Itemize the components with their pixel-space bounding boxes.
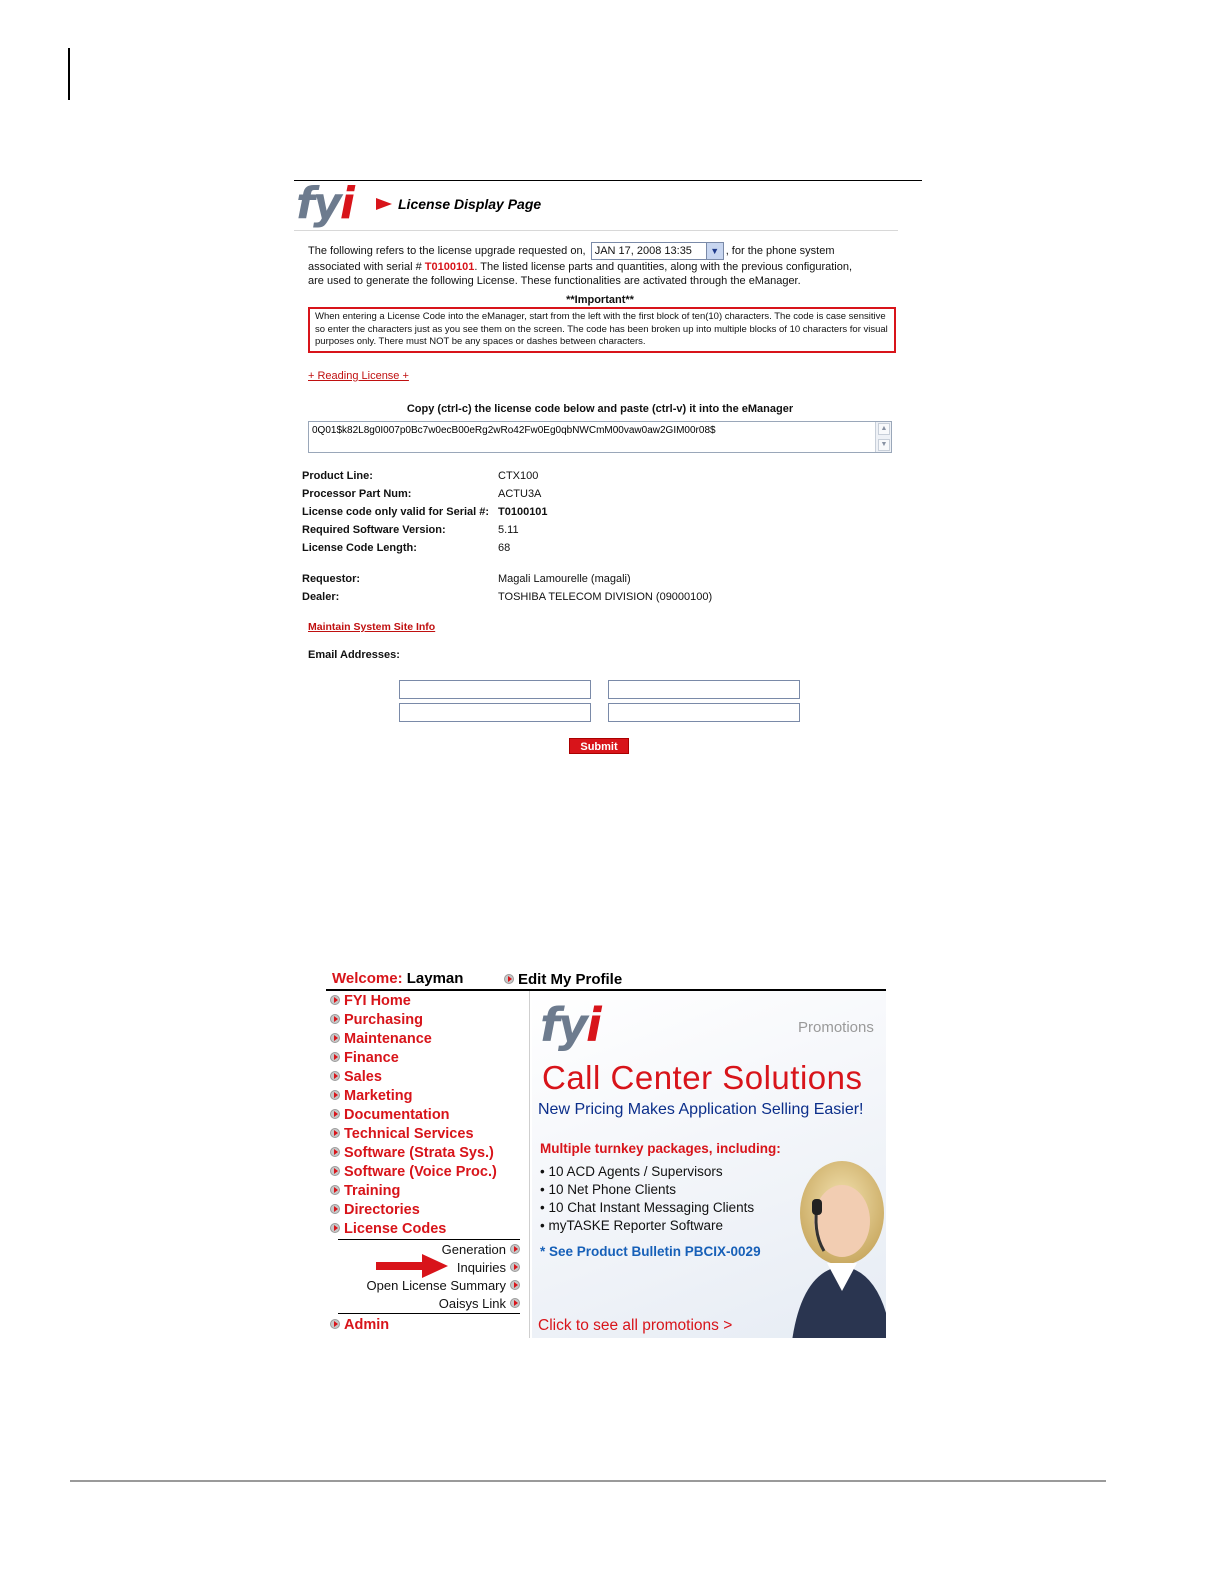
promo-bullet: • 10 Net Phone Clients <box>540 1182 677 1197</box>
promo-bullet: • myTASKE Reporter Software <box>540 1218 724 1233</box>
requestor-value: Magali Lamourelle (magali) <box>498 573 631 585</box>
promo-packages-heading: Multiple turnkey packages, including: <box>540 1141 781 1156</box>
scroll-up-icon[interactable]: ▲ <box>878 423 890 435</box>
menu-item-marketing[interactable]: Marketing <box>330 1088 413 1104</box>
menu-item-directories[interactable]: Directories <box>330 1202 420 1218</box>
menu-item-fyi-home[interactable]: FYI Home <box>330 993 411 1009</box>
license-code-textarea[interactable] <box>308 421 892 453</box>
arrow-bullet-icon <box>330 1109 340 1119</box>
software-version-value: 5.11 <box>498 524 519 536</box>
processor-part-label: Processor Part Num: <box>302 488 412 500</box>
call-agent-photo <box>772 1141 886 1338</box>
menu-item-software-voice[interactable]: Software (Voice Proc.) <box>330 1164 497 1180</box>
submenu-item-open-license-summary[interactable]: Open License Summary <box>367 1278 520 1293</box>
header-top-line <box>294 180 922 181</box>
valid-serial-value: T0100101 <box>498 506 548 518</box>
page-margin-rule <box>68 48 70 100</box>
fyi-logo: fyi <box>296 178 353 229</box>
submenu-top-rule <box>338 1239 520 1240</box>
arrow-bullet-icon <box>510 1280 520 1290</box>
intro-text: The following refers to the license upgrade requested on, JAN 17, 2008 13:35 ▼ , for the phone system associated with serial # T0100101. The listed license parts and quantities, along with the previous configuration, are used to generate the following License. These functionalities are activated through the eManager. <box>308 242 898 288</box>
valid-serial-label: License code only valid for Serial #: <box>302 506 490 518</box>
menu-item-admin[interactable]: Admin <box>330 1317 389 1333</box>
arrow-bullet-icon <box>330 1014 340 1024</box>
menu-item-software-strata[interactable]: Software (Strata Sys.) <box>330 1145 494 1161</box>
license-display-screenshot <box>294 178 922 778</box>
arrow-bullet-icon <box>330 1033 340 1043</box>
arrow-bullet-icon <box>330 1128 340 1138</box>
arrow-bullet-icon <box>330 995 340 1005</box>
reading-license-link[interactable]: + Reading License + <box>308 370 409 382</box>
arrow-bullet-icon <box>510 1244 520 1254</box>
request-date-select[interactable]: JAN 17, 2008 13:35 ▼ <box>591 242 724 260</box>
email-addresses-label: Email Addresses: <box>308 649 400 661</box>
scroll-down-icon[interactable]: ▼ <box>878 439 890 451</box>
username: Layman <box>406 970 464 987</box>
copy-instruction: Copy (ctrl-c) the license code below and paste (ctrl-v) it into the eManager <box>406 403 794 415</box>
arrow-bullet-icon <box>330 1223 340 1233</box>
dealer-label: Dealer: <box>302 591 340 603</box>
promotions-label: Promotions <box>798 1019 874 1036</box>
chevron-down-icon[interactable]: ▼ <box>706 243 723 259</box>
menu-item-documentation[interactable]: Documentation <box>330 1107 450 1123</box>
code-length-value: 68 <box>498 542 511 554</box>
product-line-label: Product Line: <box>302 470 373 482</box>
pointer-arrow-icon <box>376 1254 448 1278</box>
submenu-item-oaisys-link[interactable]: Oaisys Link <box>439 1296 520 1311</box>
license-scrollbar[interactable] <box>875 422 891 452</box>
arrow-bullet-icon <box>510 1298 520 1308</box>
page-title: License Display Page <box>398 196 542 212</box>
arrow-bullet-icon <box>330 1090 340 1100</box>
arrow-bullet-icon <box>330 1166 340 1176</box>
arrow-bullet-icon <box>504 974 514 984</box>
license-code[interactable]: 0Q01$k82L8g0I007p0Bc7w0ecB00eRg2wRo42Fw0Eg0qbNWCmM00vaw0aw2GIM00r08$ <box>312 425 716 436</box>
email-field-3[interactable] <box>399 703 591 722</box>
product-bulletin-link[interactable]: * See Product Bulletin PBCIX-0029 <box>540 1244 761 1259</box>
arrow-bullet-icon <box>330 1071 340 1081</box>
arrow-bullet-icon <box>330 1052 340 1062</box>
dealer-value: TOSHIBA TELECOM DIVISION (09000100) <box>498 591 713 603</box>
menu-item-license-codes[interactable]: License Codes <box>330 1221 446 1237</box>
menu-item-purchasing[interactable]: Purchasing <box>330 1012 423 1028</box>
promo-bullet: • 10 ACD Agents / Supervisors <box>540 1164 723 1179</box>
promo-bullet: • 10 Chat Instant Messaging Clients <box>540 1200 755 1215</box>
menu-item-finance[interactable]: Finance <box>330 1050 399 1066</box>
promo-banner[interactable] <box>532 991 886 1338</box>
processor-part-value: ACTU3A <box>498 488 542 500</box>
product-line-value: CTX100 <box>498 470 539 482</box>
requestor-label: Requestor: <box>302 573 361 585</box>
software-version-label: Required Software Version: <box>302 524 446 536</box>
arrow-bullet-icon <box>330 1147 340 1157</box>
arrow-bullet-icon <box>330 1319 340 1329</box>
page-bottom-rule <box>70 1480 1106 1482</box>
fyi-logo: fyi <box>540 998 600 1052</box>
promo-headline: Call Center Solutions <box>542 1059 863 1096</box>
submenu-bottom-rule <box>338 1313 520 1314</box>
maintain-site-info-link[interactable]: Maintain System Site Info <box>308 621 436 633</box>
email-field-2[interactable] <box>608 680 800 699</box>
serial-number: T0100101 <box>424 261 475 273</box>
arrow-bullet-icon <box>330 1185 340 1195</box>
edit-profile-link[interactable]: Edit My Profile <box>504 971 622 988</box>
email-field-1[interactable] <box>399 680 591 699</box>
important-heading: **Important** <box>566 294 634 306</box>
code-length-label: License Code Length: <box>302 542 417 554</box>
submit-button[interactable]: Submit <box>569 738 629 754</box>
menu-item-training[interactable]: Training <box>330 1183 400 1199</box>
menu-item-sales[interactable]: Sales <box>330 1069 382 1085</box>
portal-menu-screenshot <box>326 964 886 1338</box>
arrow-bullet-icon <box>510 1262 520 1272</box>
sidebar-menu <box>326 991 526 1338</box>
promo-subheadline: New Pricing Makes Application Selling Easier! <box>538 1101 864 1118</box>
menu-item-technical-services[interactable]: Technical Services <box>330 1126 474 1142</box>
submenu-item-inquiries[interactable]: Inquiries <box>457 1260 520 1275</box>
promo-separator <box>529 991 530 1338</box>
welcome-text: Welcome: Layman <box>332 970 464 987</box>
see-all-promotions-link[interactable]: Click to see all promotions > <box>538 1317 733 1334</box>
title-arrow-icon <box>376 198 392 210</box>
important-notice: When entering a License Code into the eManager, start from the left with the first block of ten(10) characters. The code is case sensitive so enter the characters just as you see them on the screen. The code has been broken up into multiple blocks of 10 characters for visual purposes only. There must NOT be any spaces or dashes between characters. <box>308 307 896 353</box>
header-separator <box>294 230 898 231</box>
arrow-bullet-icon <box>330 1204 340 1214</box>
email-field-4[interactable] <box>608 703 800 722</box>
menu-item-maintenance[interactable]: Maintenance <box>330 1031 432 1047</box>
submenu-item-generation[interactable]: Generation <box>442 1242 520 1257</box>
